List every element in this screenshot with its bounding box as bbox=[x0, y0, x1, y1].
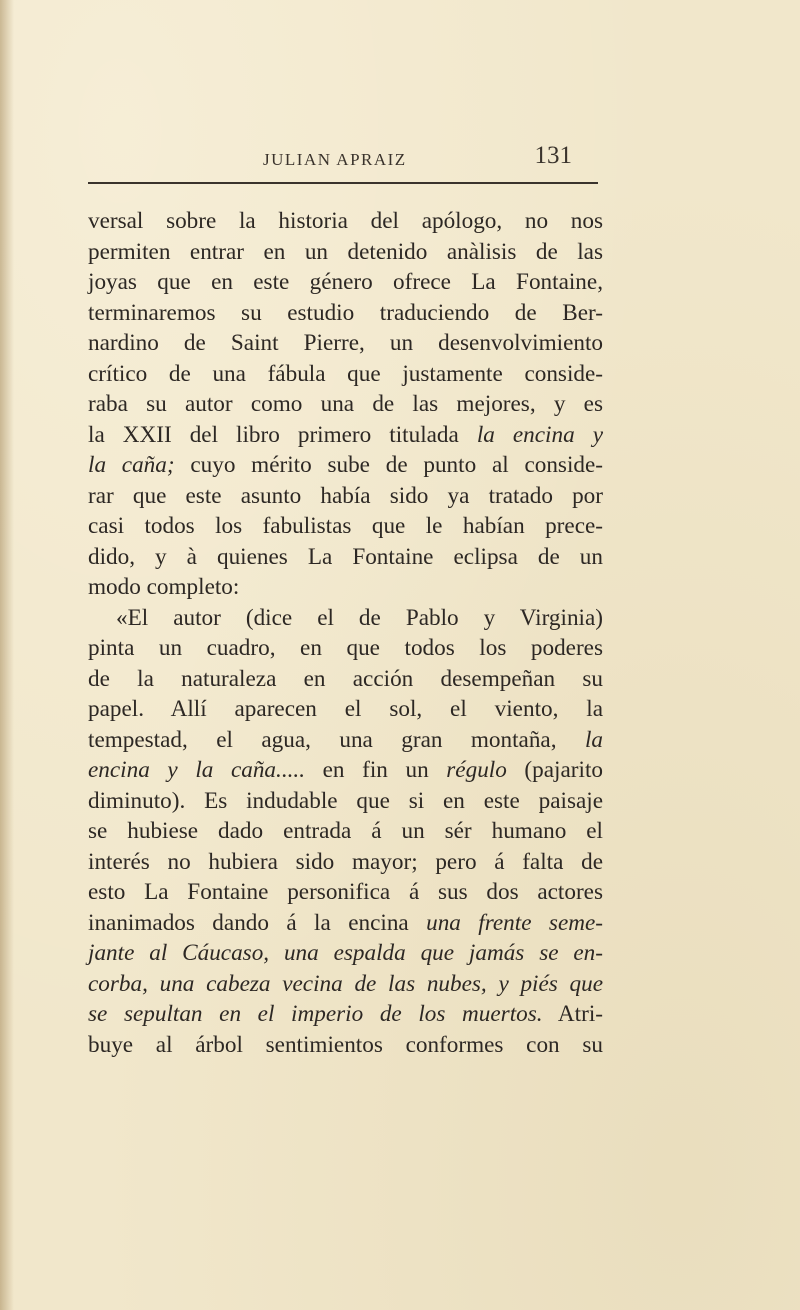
italic-word: régulo bbox=[446, 757, 507, 783]
text-line: terminaremos su estudio traduciendo de Ber- bbox=[88, 299, 603, 326]
italic-quote: una frente seme- bbox=[426, 909, 603, 936]
text-line: versal sobre la historia del apólogo, no nos bbox=[88, 208, 603, 234]
text-segment: en fin un bbox=[305, 757, 447, 783]
text-segment: cuyo mérito sube de punto al conside- bbox=[174, 452, 603, 478]
header-rule bbox=[88, 182, 598, 184]
text-line: permiten entrar en un detenido anàlisis de las bbox=[88, 238, 603, 265]
text-line: dido, y à quienes La Fontaine eclipsa de un bbox=[88, 543, 603, 570]
running-head: JULIAN APRAIZ bbox=[263, 150, 407, 169]
italic-title: la caña; bbox=[88, 452, 175, 478]
text-line bbox=[88, 450, 603, 481]
italic-title: la encina y bbox=[476, 421, 603, 448]
text-line: de la naturaleza en acción desempeñan su bbox=[88, 665, 603, 692]
text-segment: inanimados dando á la encina bbox=[88, 909, 427, 936]
text-line: se hubiese dado entrada á un sér humano el bbox=[88, 818, 603, 844]
text-segment: (pajarito bbox=[506, 757, 603, 783]
body-text bbox=[88, 206, 603, 1060]
italic-quote: jante al Cáucaso, una espalda que jamás se en- bbox=[88, 940, 603, 966]
text-line: papel. Allí aparecen el sol, el viento, la bbox=[88, 696, 603, 722]
text-line bbox=[88, 420, 603, 451]
text-line: casi todos los fabulistas que le habían prece- bbox=[88, 513, 603, 539]
text-line: buye al árbol sentimientos conformes con su bbox=[88, 1031, 603, 1058]
text-line: crítico de una fábula que justamente conside- bbox=[88, 360, 603, 387]
text-segment: Atri- bbox=[542, 1001, 603, 1027]
text-line bbox=[88, 908, 603, 939]
italic-title: encina y la caña..... bbox=[88, 757, 306, 783]
text-segment: la XXII del libro primero titulada bbox=[88, 421, 477, 448]
page-header bbox=[88, 142, 598, 178]
text-line: raba su autor como una de las mejores, y es bbox=[88, 391, 603, 417]
text-line bbox=[88, 755, 603, 786]
italic-quote: se sepultan en el imperio de los muertos. bbox=[88, 1001, 543, 1027]
text-line: modo completo: bbox=[88, 574, 240, 600]
page-edge-shadow bbox=[0, 0, 14, 1310]
text-line bbox=[88, 969, 603, 1000]
text-line: interés no hubiera sido mayor; pero á falta de bbox=[88, 848, 603, 875]
italic-quote: corba, una cabeza vecina de las nubes, y piés que bbox=[88, 970, 603, 997]
text-line: pinta un cuadro, en que todos los poderes bbox=[88, 635, 603, 661]
text-line bbox=[88, 725, 603, 756]
text-line: diminuto). Es indudable que si en este paisaje bbox=[88, 787, 603, 814]
text-line: rar que este asunto había sido ya tratado por bbox=[88, 482, 603, 509]
text-line: esto La Fontaine personifica á sus dos actores bbox=[88, 879, 603, 905]
text-line: nardino de Saint Pierre, un desenvolvimiento bbox=[88, 330, 603, 356]
text-segment: tempestad, el agua, una gran montaña, bbox=[88, 726, 585, 753]
text-line bbox=[88, 999, 603, 1030]
italic-title: la bbox=[584, 726, 603, 753]
text-line bbox=[88, 938, 603, 969]
text-line: joyas que en este género ofrece La Fontaine, bbox=[88, 269, 603, 295]
text-line: «El autor (dice el de Pablo y Virginia) bbox=[116, 604, 603, 631]
page-number: 131 bbox=[534, 142, 572, 169]
